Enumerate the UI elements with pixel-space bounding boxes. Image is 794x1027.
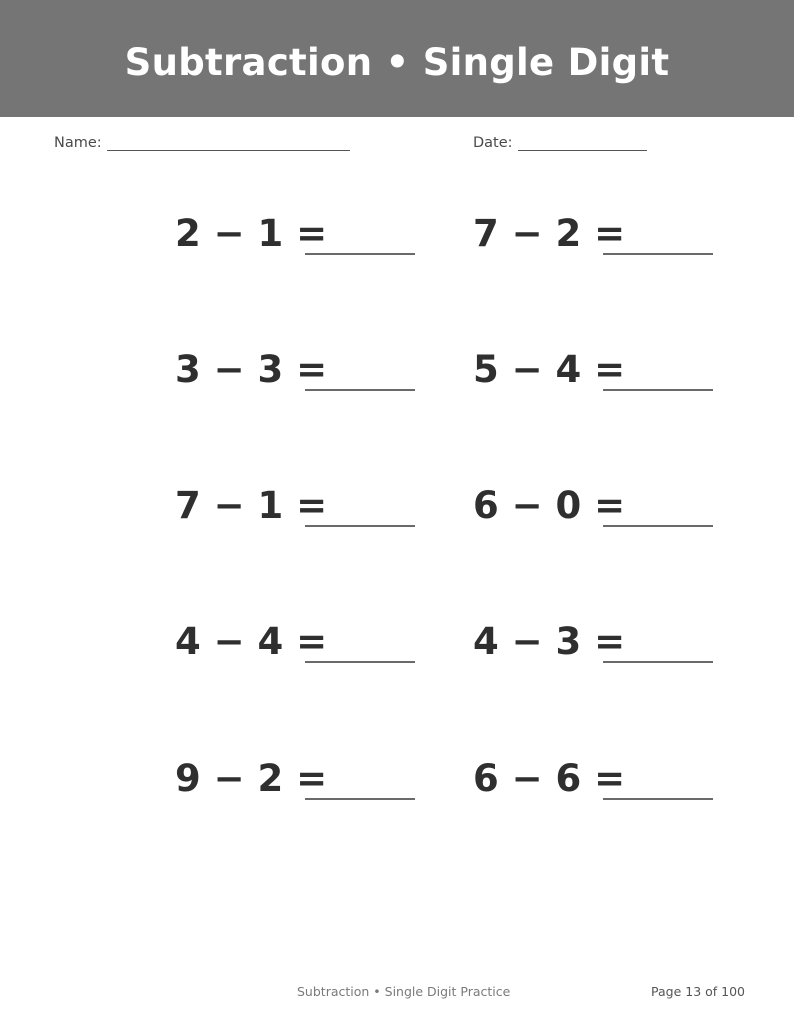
problem-expression: 4 − 4 = [175, 620, 328, 663]
page-title: Subtraction • Single Digit [124, 40, 670, 84]
problem-9 [175, 757, 435, 817]
problem-expression: 9 − 2 = [175, 757, 328, 800]
answer-line[interactable] [603, 798, 713, 800]
problem-5 [175, 484, 435, 544]
answer-line[interactable] [603, 525, 713, 527]
answer-line[interactable] [305, 525, 415, 527]
problem-6 [473, 484, 733, 544]
answer-line[interactable] [603, 389, 713, 391]
answer-line[interactable] [305, 389, 415, 391]
answer-line[interactable] [305, 798, 415, 800]
name-label: Name: [54, 135, 102, 151]
problem-expression: 7 − 2 = [473, 212, 626, 255]
date-label: Date: [473, 135, 513, 151]
problem-4 [473, 348, 733, 408]
answer-line[interactable] [603, 253, 713, 255]
name-field[interactable] [54, 135, 350, 151]
problem-expression: 2 − 1 = [175, 212, 328, 255]
problem-1 [175, 212, 435, 272]
problem-expression: 7 − 1 = [175, 484, 328, 527]
problem-8 [473, 620, 733, 680]
answer-line[interactable] [305, 661, 415, 663]
problem-expression: 5 − 4 = [473, 348, 626, 391]
problem-expression: 6 − 0 = [473, 484, 626, 527]
problem-expression: 3 − 3 = [175, 348, 328, 391]
date-line[interactable] [518, 135, 647, 151]
page-number: Page 13 of 100 [651, 984, 745, 999]
date-field[interactable] [473, 135, 647, 151]
problem-expression: 6 − 6 = [473, 757, 626, 800]
answer-line[interactable] [603, 661, 713, 663]
answer-line[interactable] [305, 253, 415, 255]
problem-7 [175, 620, 435, 680]
problem-expression: 4 − 3 = [473, 620, 626, 663]
problem-10 [473, 757, 733, 817]
footer-title: Subtraction • Single Digit Practice [297, 984, 511, 999]
header-banner [0, 0, 794, 117]
problem-2 [473, 212, 733, 272]
name-line[interactable] [107, 135, 350, 151]
problem-3 [175, 348, 435, 408]
